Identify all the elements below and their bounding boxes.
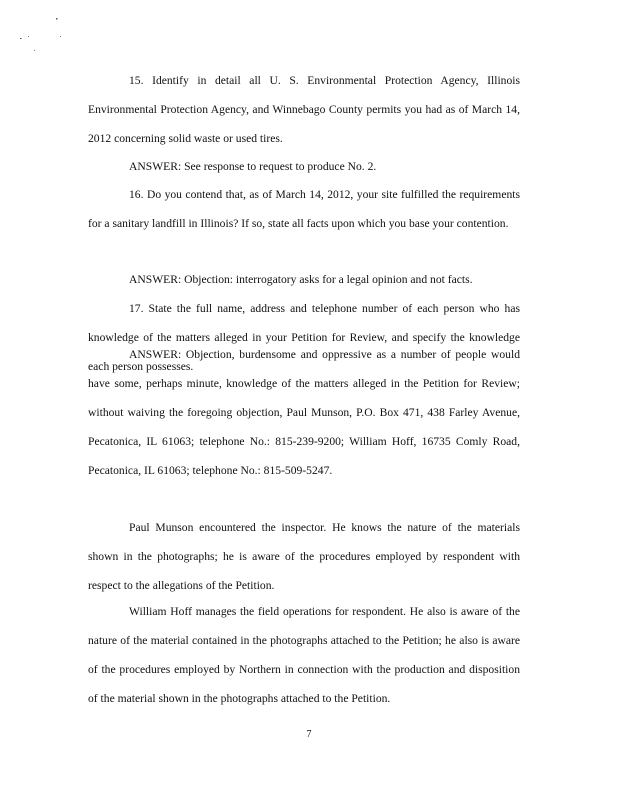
interrogatory-16: 16. Do you contend that, as of March 14, 2012, your site fulfilled the requirements for a sanitary landfill in Illinois? If so, state all facts upon which you base your contention. xyxy=(88,188,520,230)
scan-specks xyxy=(14,14,74,54)
answer-15: ANSWER: See response to request to produce No. 2. xyxy=(129,160,377,173)
interrogatory-17: 17. State the full name, address and telephone number of each person who has knowledge of the matters alleged in your Petition for Review, and specify the knowledge each person possesses. xyxy=(88,302,520,373)
paragraph-william-hoff: William Hoff manages the field operations for respondent. He also is aware of the nature of the material contained in the photographs attached to the Petition; he also is aware of the procedures employed by Northern in connection with the production and disposition of the material shown in the photographs attached to the Petition. xyxy=(88,605,520,705)
answer-16: ANSWER: Objection: interrogatory asks for a legal opinion and not facts. xyxy=(129,273,473,286)
interrogatory-15: 15. Identify in detail all U. S. Environmental Protection Agency, Illinois Environmental Protection Agency, and Winnebago County permits you had as of March 14, 2012 concerning solid waste or used tires. xyxy=(88,74,520,145)
paragraph-paul-munson: Paul Munson encountered the inspector. He knows the nature of the materials shown in the photographs; he is aware of the procedures employed by respondent with respect to the allegations of the Petition. xyxy=(88,521,520,592)
answer-17: ANSWER: Objection, burdensome and oppressive as a number of people would have some, perhaps minute, knowledge of the matters alleged in the Petition for Review; without waiving the foregoing objection, Paul Munson, P.O. Box 471, 438 Farley Avenue, Pecatonica, IL 61063; telephone No.: 815-239-9200; William Hoff, 16735 Comly Road, Pecatonica, IL 61063; telephone No.: 815-509-5247. xyxy=(88,348,520,477)
page-number: 7 xyxy=(306,729,312,740)
